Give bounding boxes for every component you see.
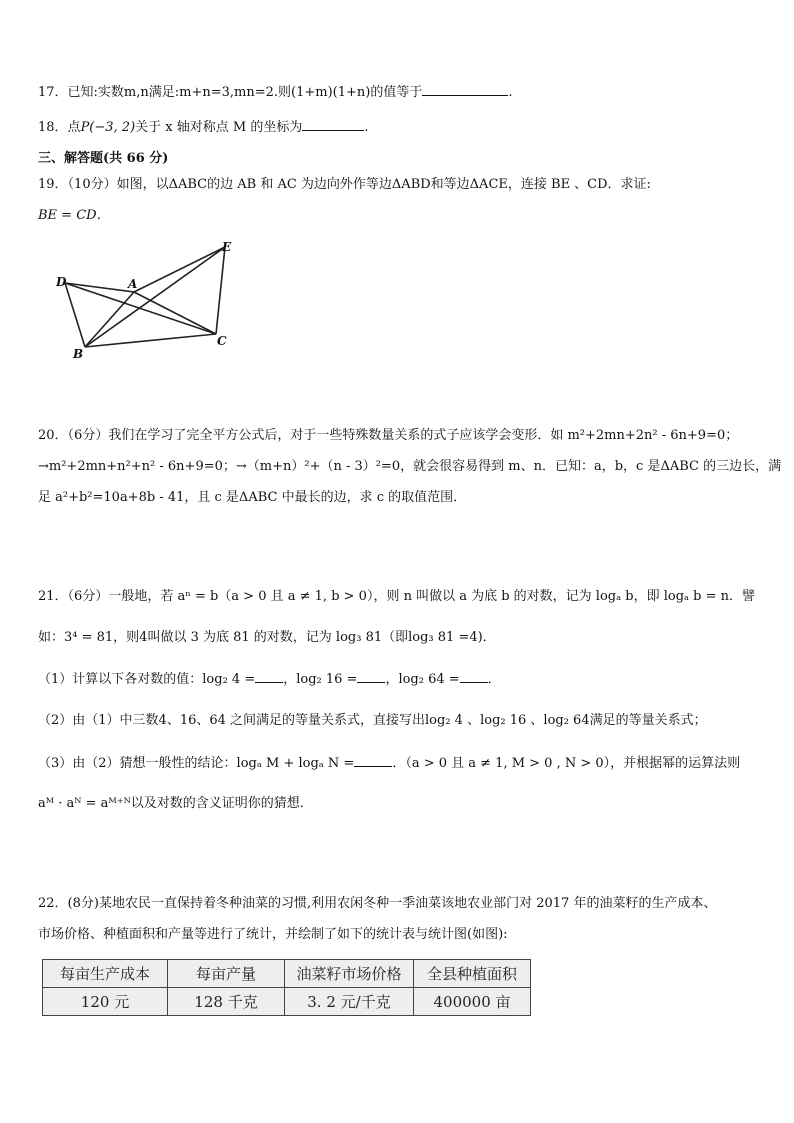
part3-text-b: ．（a > 0 且 a ≠ 1, M > 0 , N > 0），并根据幂的运算法则 bbox=[392, 756, 741, 771]
label-c: C bbox=[217, 334, 227, 348]
part3-text: （3）由（2）猜想一般性的结论：logₐ M + logₐ N = bbox=[38, 756, 355, 771]
label-e: E bbox=[222, 240, 232, 254]
segment-bc bbox=[85, 334, 216, 347]
question-20-line3: 足 a²+b²=10a+8b - 41，且 c 是ΔABC 中最长的边，求 c 的取值范围． bbox=[38, 490, 467, 505]
question-22 bbox=[38, 895, 716, 913]
table-row bbox=[43, 988, 531, 1016]
segment-da bbox=[65, 283, 134, 292]
question-20 bbox=[38, 427, 738, 445]
question-17 bbox=[38, 83, 512, 102]
part1-text-c: ，log₂ 64 = bbox=[385, 672, 460, 687]
segment-db bbox=[65, 283, 85, 347]
label-b: B bbox=[73, 347, 84, 361]
segment-ec bbox=[216, 247, 225, 334]
table-header-cell: 每亩生产成本 bbox=[43, 960, 168, 988]
question-number: 19． bbox=[38, 177, 68, 192]
table-cell: 120 元 bbox=[43, 988, 168, 1016]
statistics-table bbox=[42, 959, 531, 1016]
question-21 bbox=[38, 588, 755, 606]
table-cell: 400000 亩 bbox=[414, 988, 531, 1016]
segment-ab bbox=[85, 292, 134, 347]
segment-ae bbox=[134, 247, 225, 292]
question-21-part3-line2: aᴹ · aᴺ = aᴹ⁺ᴺ以及对数的含义证明你的猜想． bbox=[38, 796, 313, 811]
label-d: D bbox=[56, 275, 67, 289]
answer-blank bbox=[357, 670, 385, 683]
question-text: （6分）一般地，若 aⁿ = b（a > 0 且 a ≠ 1, b > 0），则 n 叫做以 a 为底 b 的对数，记为 logₐ b，即 logₐ b = n．譬 bbox=[67, 589, 756, 604]
answer-blank bbox=[255, 670, 283, 683]
question-text-prefix: 点 bbox=[67, 120, 81, 135]
question-18 bbox=[38, 118, 368, 137]
part1-text: （1）计算以下各对数的值：log₂ 4 = bbox=[38, 672, 256, 687]
question-22-line2: 市场价格、种植面积和产量等进行了统计，并绘制了如下的统计表与统计图(如图): bbox=[38, 927, 508, 942]
answer-blank bbox=[422, 83, 508, 96]
question-number: 20． bbox=[38, 428, 68, 443]
part1-text-b: ，log₂ 16 = bbox=[283, 672, 358, 687]
answer-blank bbox=[460, 670, 488, 683]
punctuation: . bbox=[364, 120, 369, 135]
table-header-cell: 油菜籽市场价格 bbox=[285, 960, 414, 988]
answer-blank bbox=[302, 118, 364, 131]
figure-lines bbox=[65, 247, 225, 347]
question-19 bbox=[38, 176, 651, 194]
question-number: 18． bbox=[38, 120, 68, 135]
label-a: A bbox=[128, 277, 138, 291]
segment-ac bbox=[134, 292, 216, 334]
table-header-cell: 全县种植面积 bbox=[414, 960, 531, 988]
question-20-line2: →m²+2mn+n²+n² - 6n+9=0；→（m+n）²+（n - 3）²=0，就会很容易得到 m、n．已知：a，b，c 是ΔABC 的三边长，满 bbox=[38, 459, 782, 474]
question-21-part1 bbox=[38, 670, 501, 689]
question-number: 21． bbox=[38, 589, 68, 604]
table-header-row bbox=[43, 960, 531, 988]
question-21-line2: 如：3⁴ = 81，则4叫做以 3 为底 81 的对数，记为 log₃ 81（即log₃ 81 =4)． bbox=[38, 630, 496, 645]
question-19-conclusion: BE = CD． bbox=[38, 208, 110, 223]
question-number: 17． bbox=[38, 85, 68, 100]
triangle-figure bbox=[50, 238, 250, 363]
question-text: (8分)某地农民一直保持着冬种油菜的习惯,利用农闲冬种一季油菜该地农业部门对 2017 年的油菜籽的生产成本、 bbox=[67, 896, 717, 911]
table-header-cell: 每亩产量 bbox=[168, 960, 285, 988]
section-heading: 三、解答题(共 66 分) bbox=[38, 151, 169, 166]
table-cell: 3. 2 元/千克 bbox=[285, 988, 414, 1016]
point-p: P(−3, 2) bbox=[80, 120, 136, 135]
table-cell: 128 千克 bbox=[168, 988, 285, 1016]
question-number: 22． bbox=[38, 896, 68, 911]
segment-dc bbox=[65, 283, 216, 334]
question-21-part3 bbox=[38, 754, 740, 773]
answer-blank bbox=[354, 754, 392, 767]
punctuation: ． bbox=[487, 672, 501, 687]
question-21-part2: （2）由（1）中三数4、16、64 之间满足的等量关系式，直接写出log₂ 4 、log₂ 16 、log₂ 64满足的等量关系式； bbox=[38, 713, 707, 728]
question-text: 关于 x 轴对称点 M 的坐标为 bbox=[135, 120, 303, 135]
question-text: 已知:实数m,n满足:m+n=3,mn=2.则(1+m)(1+n)的值等于 bbox=[67, 85, 423, 100]
punctuation: . bbox=[508, 85, 513, 100]
question-text: （6分）我们在学习了完全平方公式后，对于一些特殊数量关系的式子应该学会变形．如 m²+2mn+2n² - 6n+9=0； bbox=[67, 428, 739, 443]
question-text: （10分）如图，以ΔABC的边 AB 和 AC 为边向外作等边ΔABD和等边ΔACE，连接 BE 、CD．求证: bbox=[67, 177, 651, 192]
